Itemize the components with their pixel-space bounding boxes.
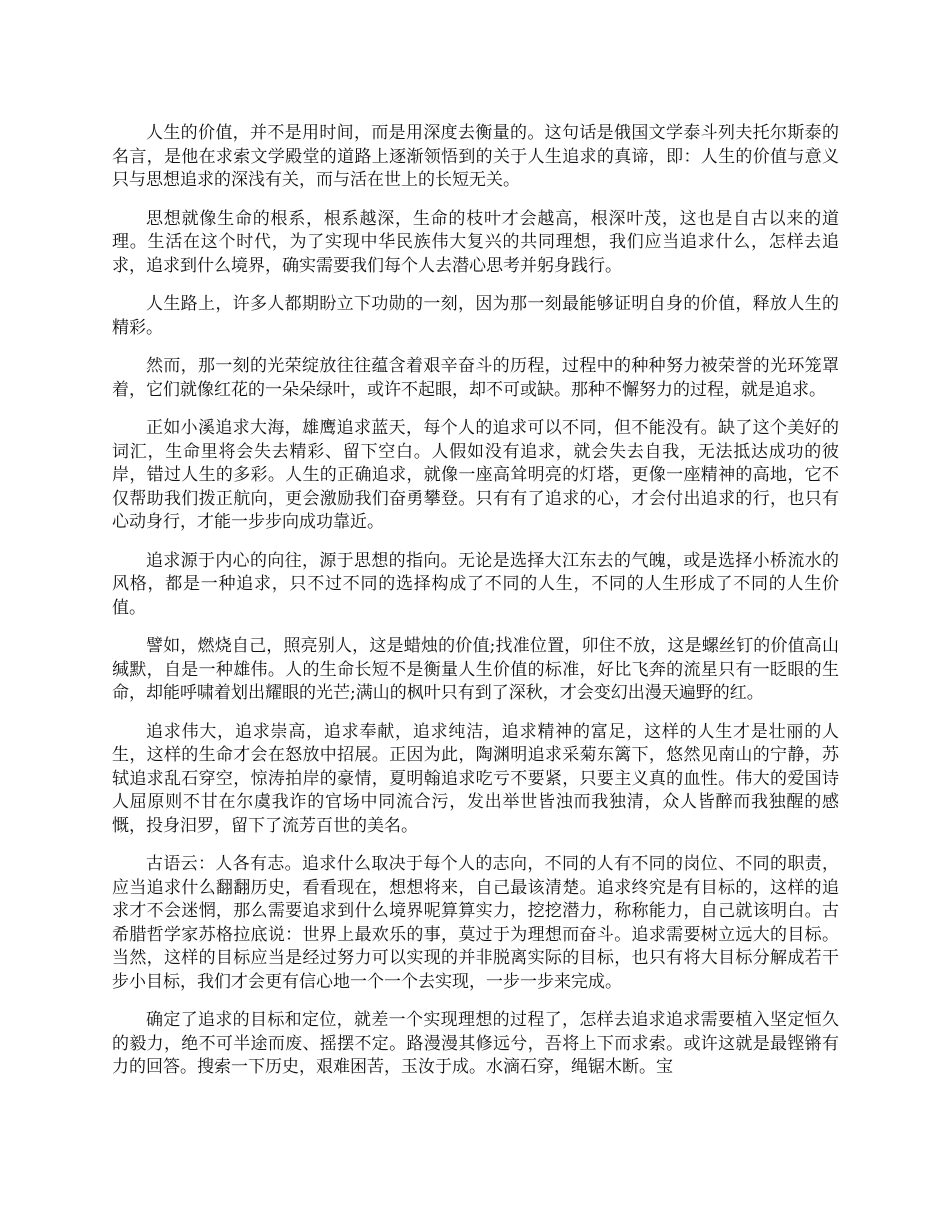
paragraph: 譬如，燃烧自己，照亮别人，这是蜡烛的价值;找准位置，卯住不放，这是螺丝钉的价值高山缄默，自是一种雄伟。人的生命长短不是衡量人生价值的标准，好比飞奔的流星只有一眨眼的生命，却能呼啸着划出耀眼的光芒;满山的枫叶只有到了深秋，才会变幻出漫天遍野的红。 [112,636,839,703]
paragraph: 古语云：人各有志。追求什么取决于每个人的志向，不同的人有不同的岗位、不同的职责，应当追求什么翻翻历史，看看现在，想想将来，自己最该清楚。追求终究是有目标的，这样的追求才不会迷惘，那么需要追求到什么境界呢算算实力，挖挖潜力，称称能力，自己就该明白。古希腊哲学家苏格拉底说：世界上最欢乐的事，莫过于为理想而奋斗。追求需要树立远大的目标。当然，这样的目标应当是经过努力可以实现的并非脱离实际的目标，也只有将大目标分解成若干步小目标，我们才会更有信心地一个一个去实现，一步一步来完成。 [112,854,839,992]
paragraph: 然而，那一刻的光荣绽放往往蕴含着艰辛奋斗的历程，过程中的种种努力被荣誉的光环笼罩着，它们就像红花的一朵朵绿叶，或许不起眼，却不可或缺。那种不懈努力的过程，就是追求。 [112,356,839,400]
paragraph: 追求伟大，追求崇高，追求奉献，追求纯洁，追求精神的富足，这样的人生才是壮丽的人生，这样的生命才会在怒放中招展。正因为此，陶渊明追求采菊东篱下，悠然见南山的宁静，苏轼追求乱石穿空，惊涛拍岸的豪情，夏明翰追求吃亏不要紧，只要主义真的血性。伟大的爱国诗人屈原则不甘在尔虞我诈的官场中同流合污，发出举世皆浊而我独清，众人皆醉而我独醒的感慨，投身汨罗，留下了流芳百世的美名。 [112,721,839,836]
paragraph: 确定了追求的目标和定位，就差一个实现理想的过程了，怎样去追求追求需要植入坚定恒久的毅力，绝不可半途而废、摇摆不定。路漫漫其修远兮，吾将上下而求索。或许这就是最铿锵有力的回答。搜索一下历史，艰难困苦，玉汝于成。水滴石穿，绳锯木断。宝 [112,1010,839,1077]
paragraph: 思想就像生命的根系，根系越深，生命的枝叶才会越高，根深叶茂，这也是自古以来的道理。生活在这个时代，为了实现中华民族伟大复兴的共同理想，我们应当追求什么，怎样去追求，追求到什么境界，确实需要我们每个人去潜心思考并躬身践行。 [112,208,839,276]
document-page [112,122,839,1095]
paragraph: 追求源于内心的向往，源于思想的指向。无论是选择大江东去的气魄，或是选择小桥流水的风格，都是一种追求，只不过不同的选择构成了不同的人生，不同的人生形成了不同的人生价值。 [112,550,839,618]
paragraph: 人生的价值，并不是用时间，而是用深度去衡量的。这句话是俄国文学泰斗列夫托尔斯泰的名言，是他在求索文学殿堂的道路上逐渐领悟到的关于人生追求的真谛，即：人生的价值与意义只与思想追求的深浅有关，而与活在世上的长短无关。 [112,123,839,190]
paragraph: 人生路上，许多人都期盼立下功勋的一刻，因为那一刻最能够证明自身的价值，释放人生的精彩。 [112,294,839,338]
paragraph: 正如小溪追求大海，雄鹰追求蓝天，每个人的追求可以不同，但不能没有。缺了这个美好的词汇，生命里将会失去精彩、留下空白。人假如没有追求，就会失去自我，无法抵达成功的彼岸，错过人生的多彩。人生的正确追求，就像一座高耸明亮的灯塔，更像一座精神的高地，它不仅帮助我们拨正航向，更会激励我们奋勇攀登。只有有了追求的心，才会付出追求的行，也只有心动身行，才能一步步向成功靠近。 [112,418,839,532]
